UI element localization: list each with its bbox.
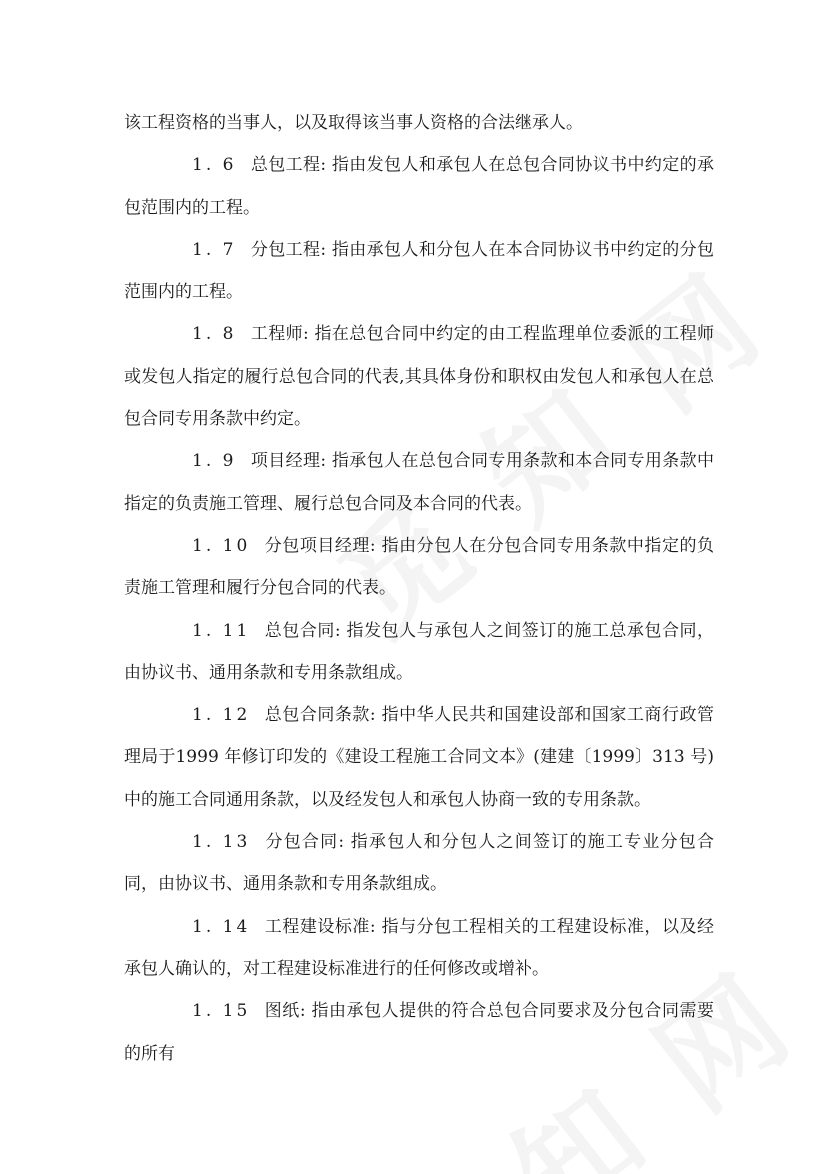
clause-term: 总包工程: xyxy=(250,155,327,176)
clause-1-6 xyxy=(124,144,714,229)
clause-1-9 xyxy=(124,440,714,525)
clause-number: 1. 9 xyxy=(192,451,237,472)
clause-text: 指与分包工程相关的工程建设标准，以及经承包人确认的，对工程建设标准进行的任何修改或增补。 xyxy=(124,916,715,979)
clause-text: 指中华人民共和国建设部和国家工商行政管理局于1999 年修订印发的《建设工程施工合同文本》(建建〔1999〕313 号) 中的施工合同通用条款，以及经发包人和承包人协商一致的专用条款。 xyxy=(124,705,715,810)
clause-1-8 xyxy=(124,313,714,440)
clause-term: 总包合同条款: xyxy=(264,705,376,726)
paragraph-text: 该工程资格的当事人，以及取得该当事人资格的合法继承人。 xyxy=(124,113,583,133)
clause-1-7 xyxy=(124,229,714,314)
clause-1-10 xyxy=(124,525,714,610)
clause-number: 1. 10 xyxy=(192,535,251,556)
clause-text: 指承包人和分包人之间签订的施工专业分包合同，由协议书、通用条款和专用条款组成。 xyxy=(124,832,715,895)
clause-number: 1. 7 xyxy=(192,239,237,260)
clause-number: 1. 13 xyxy=(192,832,251,853)
clause-1-14 xyxy=(124,906,714,991)
clause-text: 指由承包人和分包人在本合同协议书中约定的分包范围内的工程。 xyxy=(124,239,714,303)
clause-1-15 xyxy=(124,990,714,1075)
clause-number: 1. 8 xyxy=(192,324,237,345)
clause-text: 指由承包人提供的符合总包合同要求及分包合同需要的所有 xyxy=(124,1001,715,1064)
clause-term: 工程师: xyxy=(250,324,309,345)
clause-text: 指承包人在总包合同专用条款和本合同专用条款中指定的负责施工管理、履行总包合同及本合同的代表。 xyxy=(124,451,714,514)
clause-text: 指由发包人和承包人在总包合同协议书中约定的承包范围内的工程。 xyxy=(124,155,714,218)
paragraph xyxy=(124,102,714,144)
clause-number: 1. 15 xyxy=(192,1001,251,1022)
clause-text: 指发包人与承包人之间签订的施工总承包合同，由协议书、通用条款和专用条款组成。 xyxy=(124,620,715,683)
clause-1-12 xyxy=(124,694,714,821)
clause-number: 1. 11 xyxy=(192,620,251,641)
document-body xyxy=(124,102,714,1075)
clause-term: 总包合同: xyxy=(264,620,341,641)
clause-text: 指由分包人在分包合同专用条款中指定的负责施工管理和履行分包合同的代表。 xyxy=(124,535,715,599)
clause-number: 1. 14 xyxy=(192,916,251,937)
clause-term: 项目经理: xyxy=(250,451,327,472)
clause-number: 1. 6 xyxy=(192,155,237,176)
clause-1-13 xyxy=(124,821,714,906)
clause-term: 分包合同: xyxy=(264,832,345,853)
clause-text: 指在总包合同中约定的由工程监理单位委派的工程师或发包人指定的履行总包合同的代表,其具体身份和职权由发包人和承包人在总包合同专用条款中约定。 xyxy=(124,324,715,430)
clause-number: 1. 12 xyxy=(192,705,251,726)
clause-1-11 xyxy=(124,610,714,695)
clause-term: 图纸: xyxy=(264,1001,306,1022)
clause-term: 工程建设标准: xyxy=(264,916,376,937)
clause-term: 分包工程: xyxy=(250,239,327,260)
clause-term: 分包项目经理: xyxy=(264,535,376,556)
